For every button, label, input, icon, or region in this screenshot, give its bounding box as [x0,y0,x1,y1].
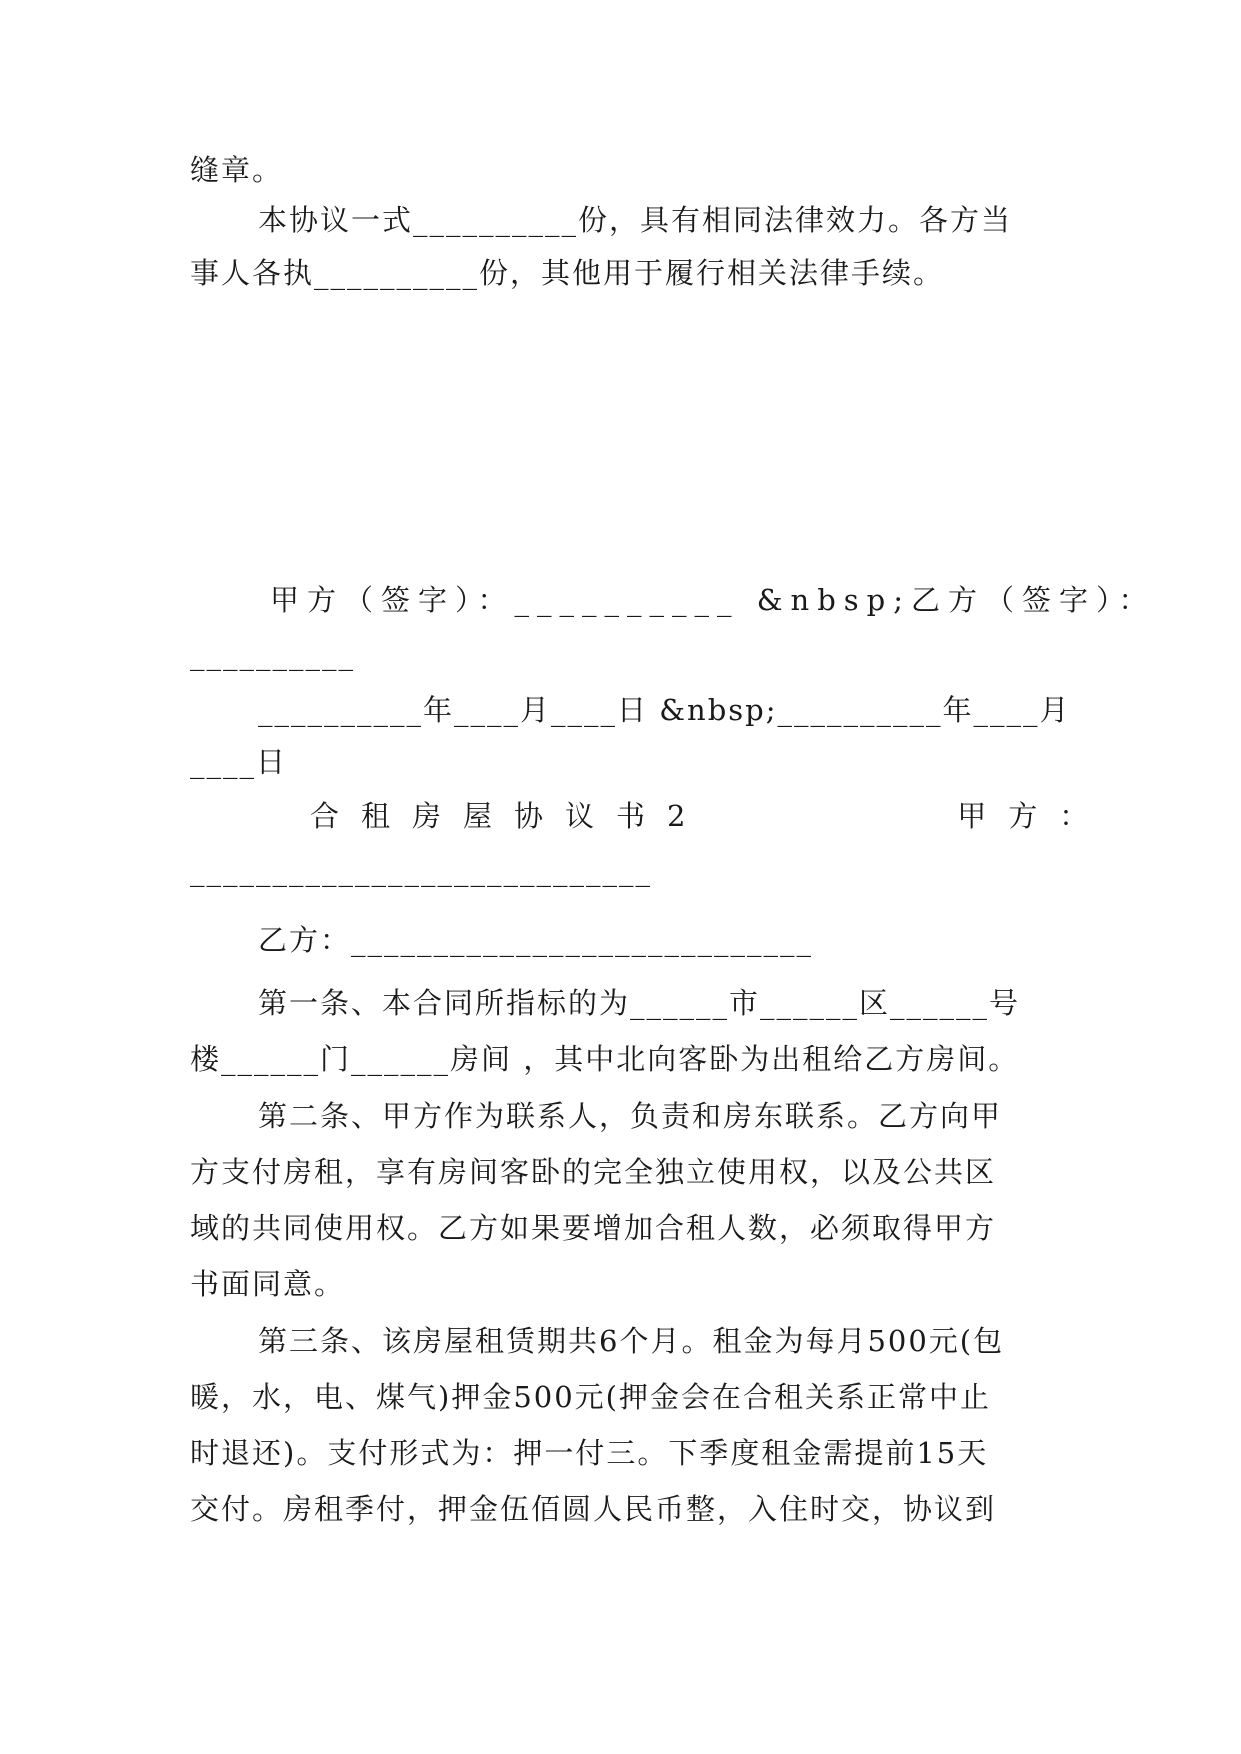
article-1-line-2: 楼______门______房间 ，其中北向客卧为出租给乙方房间。 [190,1042,1020,1076]
party-b-line: 乙方：____________________________ [258,923,814,957]
article-1-line-1: 第一条、本合同所指标的为______市______区______号 [258,986,1021,1020]
party-a-blank: ____________________________ [190,853,652,887]
text-line: 缝章。 [190,153,284,187]
article-2-line-4: 书面同意。 [190,1267,346,1301]
article-3-line-3: 时退还)。支付形式为：押一付三。下季度租金需提前15天 [190,1436,989,1470]
article-2-line-2: 方支付房租，享有房间客卧的完全独立使用权，以及公共区 [190,1155,997,1189]
section-title: 合租房屋协议书2 甲方： [310,799,1111,833]
article-2-line-3: 域的共同使用权。乙方如果要增加合租人数，必须取得甲方 [190,1211,997,1245]
article-2-line-1: 第二条、甲方作为联系人，负责和房东联系。乙方向甲 [258,1099,1003,1133]
article-3-line-1: 第三条、该房屋租赁期共6个月。租金为每月500元(包 [258,1324,1005,1358]
date-line: __________年____月____日 &nbsp;__________年____月 [258,693,1071,727]
text-line: 本协议一式__________份，具有相同法律效力。各方当 [258,203,1013,237]
signature-blank: __________ [190,637,355,671]
date-line-continued: ____日 [190,745,288,779]
article-3-line-2: 暖，水，电、煤气)押金500元(押金会在合租关系正常中止 [190,1380,991,1414]
text-line: 事人各执__________份，其他用于履行相关法律手续。 [190,256,945,290]
article-3-line-4: 交付。房租季付，押金伍佰圆人民币整，入住时交，协议到 [190,1492,997,1526]
signature-line: 甲方（签字）：__________ &nbsp;乙方（签字）： [270,583,1156,617]
